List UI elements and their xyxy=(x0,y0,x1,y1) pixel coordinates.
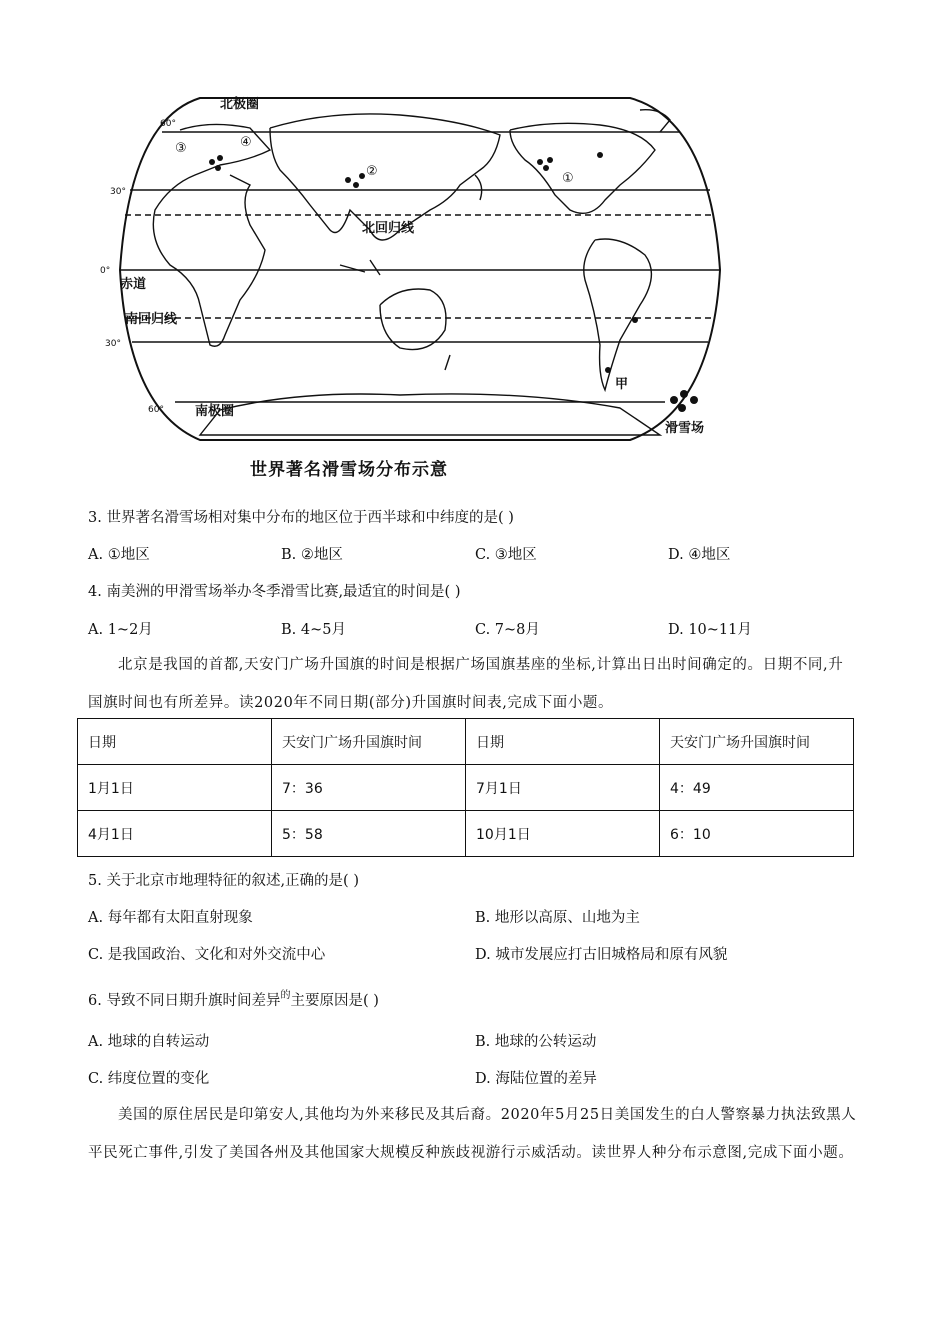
q6-option-b[interactable]: B. 地球的公转运动 xyxy=(475,1034,597,1050)
australia-outline xyxy=(380,289,446,350)
q6-stem-post: 主要原因是( ) xyxy=(290,993,379,1009)
legend-ski-resort-label: 滑雪场 xyxy=(665,421,705,436)
lat-30n-degree: 30° xyxy=(110,187,126,197)
region-3-label: ③ xyxy=(175,141,187,156)
ski-resort-dots xyxy=(209,152,698,412)
table-header-cell: 日期 xyxy=(466,719,660,765)
ski-resort-world-map xyxy=(100,90,740,480)
flag-raising-time-table xyxy=(77,718,854,857)
q3-option-c[interactable]: C. ③地区 xyxy=(475,547,537,563)
question-5-stem: 5. 关于北京市地理特征的叙述,正确的是( ) xyxy=(88,873,359,889)
south-america-outline xyxy=(584,239,652,390)
table-cell: 10月1日 xyxy=(466,811,660,857)
map-title: 世界著名滑雪场分布示意 xyxy=(250,460,448,480)
table-cell: 1月1日 xyxy=(78,765,272,811)
question-3-stem: 3. 世界著名滑雪场相对集中分布的地区位于西半球和中纬度的是( ) xyxy=(88,510,514,526)
indonesia-outline xyxy=(340,260,380,275)
q6-option-a[interactable]: A. 地球的自转运动 xyxy=(88,1034,210,1050)
continents xyxy=(153,110,670,435)
table-cell: 5：58 xyxy=(272,811,466,857)
table-row xyxy=(78,811,854,857)
q6-option-c[interactable]: C. 纬度位置的变化 xyxy=(88,1071,210,1087)
table-header-row xyxy=(78,719,854,765)
q5-option-c[interactable]: C. 是我国政治、文化和对外交流中心 xyxy=(88,947,326,963)
world-map-svg xyxy=(100,90,740,480)
new-zealand-outline xyxy=(445,355,450,370)
table-cell: 7月1日 xyxy=(466,765,660,811)
region-4-label: ④ xyxy=(240,135,252,150)
lat-60s-degree: 60° xyxy=(148,405,164,415)
q3-option-b[interactable]: B. ②地区 xyxy=(281,547,343,563)
q4-option-d[interactable]: D. 10~11月 xyxy=(668,622,752,638)
q5-option-d[interactable]: D. 城市发展应打古旧城格局和原有风貌 xyxy=(475,947,728,963)
table-cell: 4月1日 xyxy=(78,811,272,857)
table-header-cell: 天安门广场升国旗时间 xyxy=(660,719,854,765)
q6-option-d[interactable]: D. 海陆位置的差异 xyxy=(475,1071,597,1087)
q3-option-a[interactable]: A. ①地区 xyxy=(88,547,150,563)
question-6-stem xyxy=(88,986,379,1010)
jia-label: 甲 xyxy=(615,377,629,392)
passage-beijing-flag: 北京是我国的首都,天安门广场升国旗的时间是根据广场国旗基座的坐标,计算出日出时间确定的。日期不同,升国旗时间也有所差异。读2020年不同日期(部分)升国旗时间表,完成下面小题。 xyxy=(88,657,844,711)
north-america-outline xyxy=(510,123,655,213)
table-row xyxy=(78,765,854,811)
q6-stem-pre: 6. 导致不同日期升旗时间差异 xyxy=(88,993,281,1009)
lat-30s-degree: 30° xyxy=(105,339,121,349)
antarctic-circle-label: 南极圈 xyxy=(195,404,235,419)
q3-option-d[interactable]: D. ④地区 xyxy=(668,547,731,563)
q5-option-b[interactable]: B. 地形以高原、山地为主 xyxy=(475,910,640,926)
region-2-label: ② xyxy=(366,164,378,179)
table-header-cell: 天安门广场升国旗时间 xyxy=(272,719,466,765)
greenland-outline xyxy=(640,110,670,132)
japan-outline xyxy=(475,175,482,200)
passage-us-race: 美国的原住居民是印第安人,其他均为外来移民及其后裔。2020年5月25日美国发生的白人警察暴力执法致黑人平民死亡事件,引发了美国各州及其他国家大规模反种族歧视游行示威活动。读世界人种分布示意图,完成下面小题。 xyxy=(88,1107,857,1161)
map-frame xyxy=(120,98,720,440)
table-cell: 4：49 xyxy=(660,765,854,811)
antarctica-outline xyxy=(200,394,660,435)
arctic-circle-label: 北极圈 xyxy=(220,97,260,112)
question-4-stem: 4. 南美洲的甲滑雪场举办冬季滑雪比赛,最适宜的时间是( ) xyxy=(88,584,461,600)
table-header-cell: 日期 xyxy=(78,719,272,765)
lat-0-degree: 0° xyxy=(100,266,111,276)
tropic-cancer-label: 北回归线 xyxy=(362,221,415,236)
equator-label: 赤道 xyxy=(120,277,147,292)
q4-option-c[interactable]: C. 7~8月 xyxy=(475,622,540,638)
q6-stem-sup: 的 xyxy=(280,990,291,1001)
q4-option-a[interactable]: A. 1~2月 xyxy=(88,622,153,638)
q5-option-a[interactable]: A. 每年都有太阳直射现象 xyxy=(88,910,253,926)
table-cell: 6：10 xyxy=(660,811,854,857)
q4-option-b[interactable]: B. 4~5月 xyxy=(281,622,346,638)
tropic-capricorn-label: 南回归线 xyxy=(125,312,178,327)
lat-60n-degree: 60° xyxy=(160,119,176,129)
table-cell: 7：36 xyxy=(272,765,466,811)
region-1-label: ① xyxy=(562,171,574,186)
